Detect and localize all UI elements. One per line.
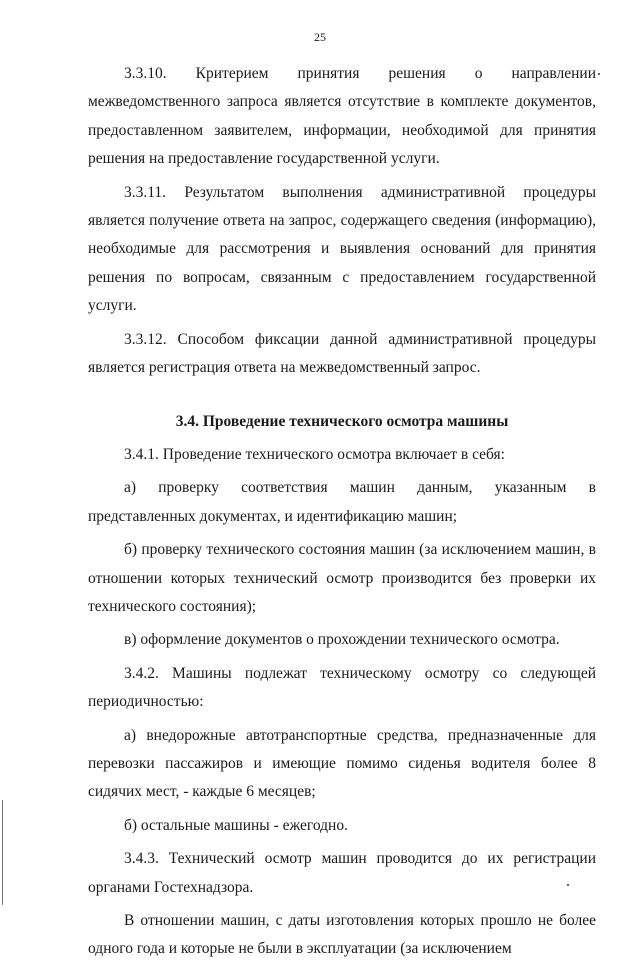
periodicity-item-a: а) внедорожные автотранспортные средства, предназначенные для перевозки пассажиров и имеющие помимо сиденья водителя более 8 сидячих мест, - каждые 6 месяцев;	[88, 726, 596, 801]
paragraph-3-4-2: 3.4.2. Машины подлежат техническому осмотру со следующей периодичностью:	[88, 664, 596, 711]
paragraph-3-4-1: 3.4.1. Проведение технического осмотра включает в себя:	[124, 445, 505, 463]
list-item-a: а) проверку соответствия машин данным, указанным в представленных документах, и идентификацию машин;	[88, 479, 596, 525]
scan-edge-line	[2, 800, 3, 905]
page-number: 25	[314, 30, 326, 44]
scan-speck	[567, 884, 569, 886]
section-heading: 3.4. Проведение технического осмотра машины	[175, 413, 509, 431]
list-item-v: в) оформление документов о прохождении технического осмотра.	[124, 631, 560, 649]
paragraph-3-3-12: 3.3.12. Способом фиксации данной административной процедуры является регистрация ответа на межведомственный запрос.	[88, 330, 596, 377]
paragraph-3-3-10: 3.3.10. Критерием принятия решения о направлении межведомственного запроса является отсутствие в комплекте документов, предоставленном заявителем, информации, необходимой для принятия решения на предоставление государственной услуги.	[88, 65, 596, 168]
periodicity-item-b: б) остальные машины - ежегодно.	[124, 816, 348, 834]
paragraph-3-3-11: 3.3.11. Результатом выполнения административной процедуры является получение ответа на запрос, содержащего сведения (информацию), необходимые для рассмотрения и выявления оснований для принятия решения по вопросам, связанным с предоставлением государственной услуги.	[88, 183, 596, 315]
paragraph-3-4-3: 3.4.3. Технический осмотр машин проводится до их регистрации органами Гостехнадзора.	[88, 850, 596, 896]
scan-speck	[598, 73, 600, 75]
list-item-b: б) проверку технического состояния машин (за исключением машин, в отношении которых технический осмотр производится без проверки их технического состояния);	[88, 541, 596, 615]
paragraph-continuation: В отношении машин, с даты изготовления которых прошло не более одного года и которые не были в эксплуатации (за исключением	[88, 911, 596, 958]
document-body	[88, 60, 596, 964]
